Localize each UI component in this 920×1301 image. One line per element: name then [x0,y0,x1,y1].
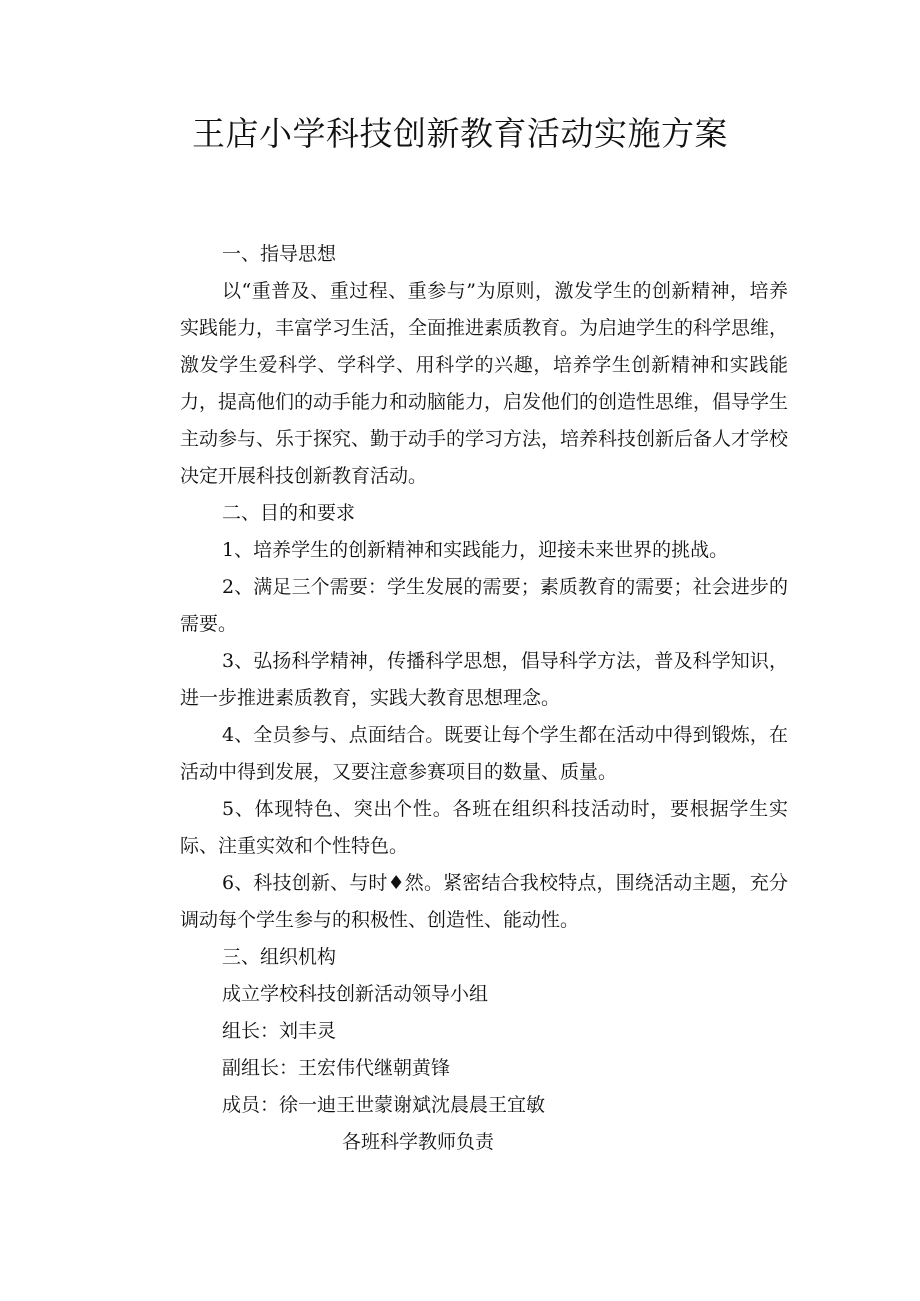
teacher-responsibility-note: 各班科学教师负责 [342,1131,495,1153]
vice-group-leader: 副组长：王宏伟代继朝黄锋 [222,1057,451,1079]
requirement-item-1: 1、培养学生的创新精神和实践能力，迎接未来世界的挑战。 [222,539,729,561]
section2-heading: 二、目的和要求 [222,502,356,524]
group-leader: 组长：刘丰灵 [222,1020,337,1042]
org-group-line: 成立学校科技创新活动领导小组 [222,983,489,1005]
section3-heading: 三、组织机构 [222,946,337,968]
group-members: 成员：徐一迪王世蒙谢斌沈晨晨王宜敏 [222,1094,546,1116]
requirement-item-2: 2、满足三个需要：学生发展的需要；素质教育的需要；社会进步的需要。 [180,576,788,635]
document-body [180,236,788,1161]
requirement-item-3: 3、弘扬科学精神，传播科学思想，倡导科学方法，普及科学知识，进一步推进素质教育，实践大教育思想理念。 [180,650,788,709]
section1-heading: 一、指导思想 [222,243,337,265]
requirement-item-4: 4、全员参与、点面结合。既要让每个学生都在活动中得到锻炼，在活动中得到发展，又要注意参赛项目的数量、质量。 [180,724,788,783]
section1-paragraph: 以“重普及、重过程、重参与”为原则，激发学生的创新精神，培养实践能力，丰富学习生活，全面推进素质教育。为启迪学生的科学思维，激发学生爱科学、学科学、用科学的兴趣，培养学生创新精神和实践能力，提高他们的动手能力和动脑能力，启发他们的创造性思维，倡导学生主动参与、乐于探究、勤于动手的学习方法，培养科技创新后备人才学校决定开展科技创新教育活动。 [180,280,789,487]
requirement-item-5: 5、体现特色、突出个性。各班在组织科技活动时，要根据学生实际、注重实效和个性特色。 [180,798,788,857]
requirement-item-6: 6、科技创新、与时♦然。紧密结合我校特点，围绕活动主题，充分调动每个学生参与的积极性、创造性、能动性。 [180,872,788,931]
document-title: 王店小学科技创新教育活动实施方案 [192,114,728,153]
